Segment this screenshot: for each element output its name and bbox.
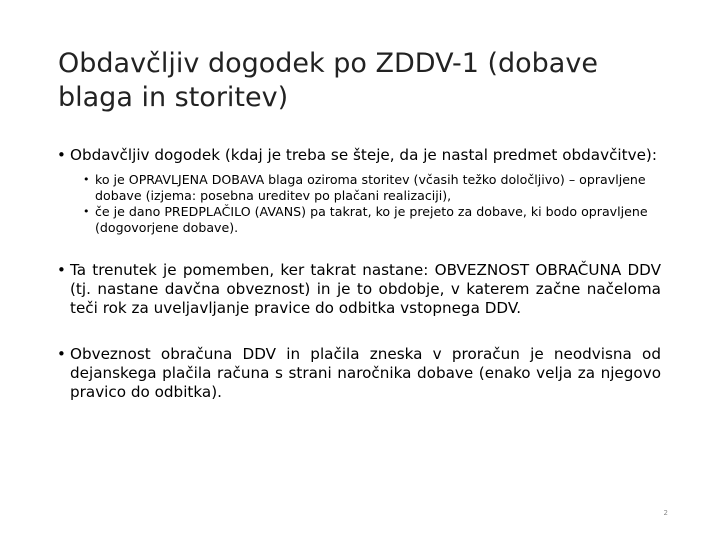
bullet-text: Obdavčljiv dogodek (kdaj je treba se šteje, da je nastal predmet obdavčitve):	[70, 146, 657, 164]
bullet-list	[57, 146, 661, 402]
sub-bullet-list	[70, 172, 661, 236]
page-number: 2	[663, 509, 668, 517]
sub-bullet-item	[83, 204, 661, 236]
sub-bullet-text: če je dano PREDPLAČILO (AVANS) pa takrat, ko je prejeto za dobave, ki bodo opravljene (dogovorjene dobave).	[95, 204, 648, 235]
bullet-item	[57, 261, 661, 318]
sub-bullet-dot-icon: •	[83, 173, 90, 186]
bullet-dot-icon: •	[57, 146, 66, 164]
bullet-dot-icon: •	[57, 345, 66, 363]
slide-title: Obdavčljiv dogodek po ZDDV-1 (dobave blaga in storitev)	[58, 48, 598, 113]
sub-bullet-dot-icon: •	[83, 205, 90, 218]
bullet-text: Ta trenutek je pomemben, ker takrat nastane: OBVEZNOST OBRAČUNA DDV (tj. nastane davčna obveznost) in je to obdobje, v katerem začne načeloma teči rok za uveljavljanje pravice do odbitka vstopnega DDV.	[70, 261, 661, 317]
bullet-item	[57, 146, 661, 236]
bullet-text: Obveznost obračuna DDV in plačila zneska v proračun je neodvisna od dejanskega plačila računa s strani naročnika dobave (enako velja za njegovo pravico do odbitka).	[70, 345, 661, 401]
bullet-dot-icon: •	[57, 261, 66, 279]
bullet-item	[57, 345, 661, 402]
sub-bullet-text: ko je OPRAVLJENA DOBAVA blaga oziroma storitev (včasih težko določljivo) – opravljene dobave (izjema: posebna ureditev po plačani realizaciji),	[95, 172, 646, 203]
sub-bullet-item	[83, 172, 661, 204]
